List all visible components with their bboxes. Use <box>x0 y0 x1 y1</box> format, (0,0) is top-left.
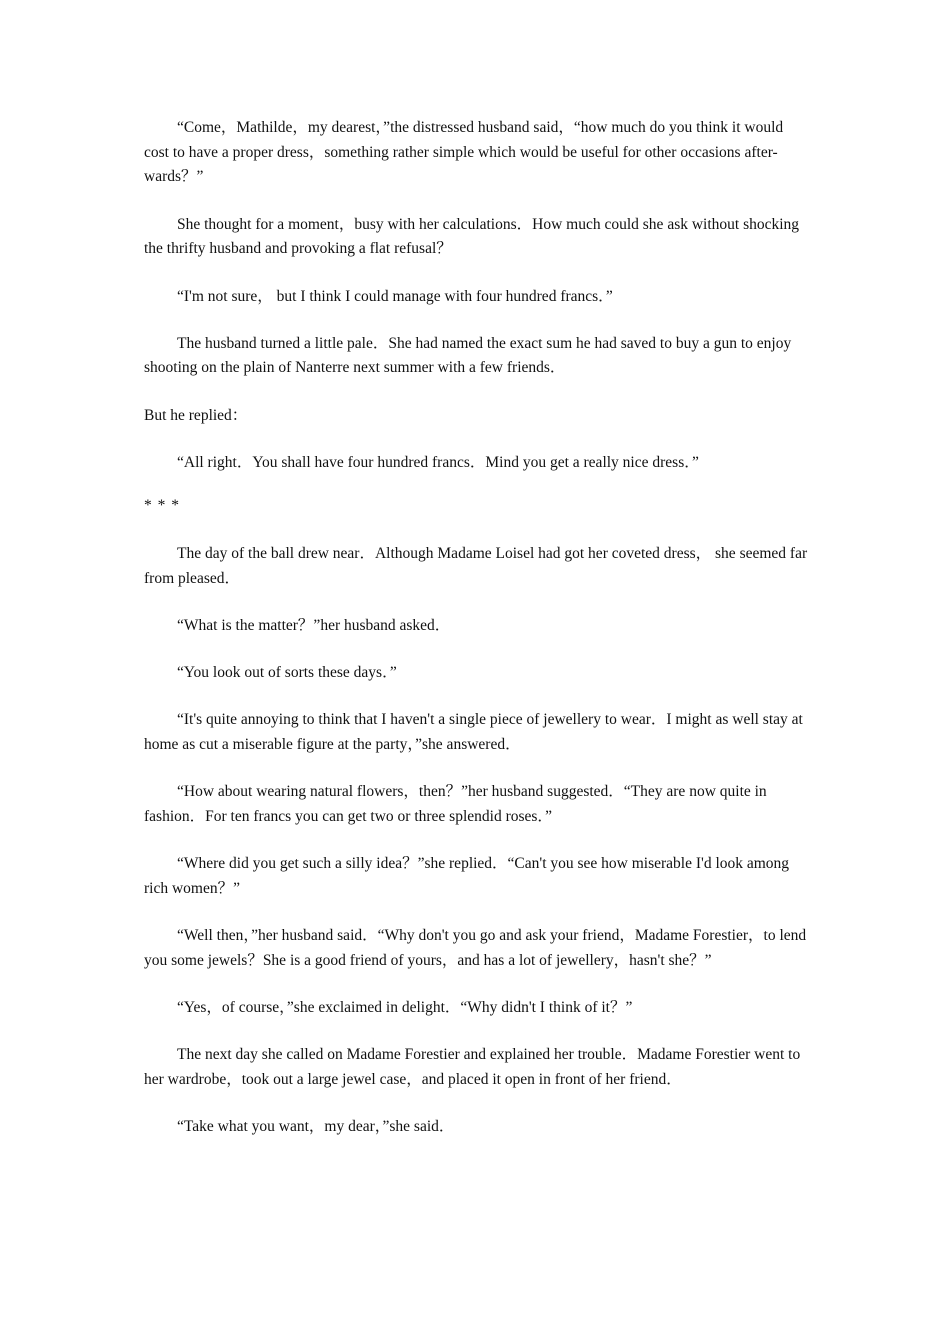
paragraph-13: “Well then，”her husband said．“Why don't you go and ask your friend，Madame Forestier，to lend you some jewels？She is a good friend of yours，and has a lot of jewellery，hasn't she？” <box>144 927 811 969</box>
paragraph-3: “I'm not sure， but I think I could manage with four hundred francs．” <box>177 287 613 305</box>
paragraph-7: The day of the ball drew near．Although Madame Loisel had got her coveted dress， she seemed far from pleased． <box>144 545 811 587</box>
paragraph-8: “What is the matter？”her husband asked． <box>177 616 451 634</box>
paragraph-11: “How about wearing natural flowers，then？”her husband suggested．“They are now quite in fashion．For ten francs you can get two or three splendid roses．” <box>144 783 771 825</box>
paragraph-14: “Yes，of course，”she exclaimed in delight．“Why didn't I think of it？” <box>177 998 633 1016</box>
section-break: * * * <box>144 497 180 515</box>
paragraph-4: The husband turned a little pale．She had named the exact sum he had saved to buy a gun to enjoy shooting on the plain of Nanterre next summer with a few friends． <box>144 334 796 377</box>
paragraph-5: But he replied： <box>144 406 248 424</box>
paragraph-10: “It's quite annoying to think that I haven't a single piece of jewellery to wear．I might as well stay at home as cut a miserable figure at the party，”she answered． <box>144 711 807 754</box>
paragraph-12: “Where did you get such a silly idea？”she replied．“Can't you see how miserable I'd look among rich women？” <box>144 855 793 897</box>
paragraph-15: The next day she called on Madame Forestier and explained her trouble．Madame Forestier went to her wardrobe，took out a large jewel case，and placed it open in front of her friend． <box>144 1046 805 1088</box>
paragraph-9: “You look out of sorts these days．” <box>177 664 397 682</box>
paragraph-16: “Take what you want，my dear，”she said． <box>177 1118 455 1136</box>
document-page <box>144 116 810 1162</box>
paragraph-1: “Come，Mathilde，my dearest，”the distressed husband said，“how much do you think it would cost to have a proper dress，something rather simple which would be useful for other occasions after- wards？” <box>144 119 787 186</box>
paragraph-6: “All right．You shall have four hundred francs．Mind you get a really nice dress．” <box>177 453 699 471</box>
paragraph-2: She thought for a moment，busy with her calculations．How much could she ask without shocking the thrifty husband and provoking a flat refusal？ <box>144 215 803 258</box>
